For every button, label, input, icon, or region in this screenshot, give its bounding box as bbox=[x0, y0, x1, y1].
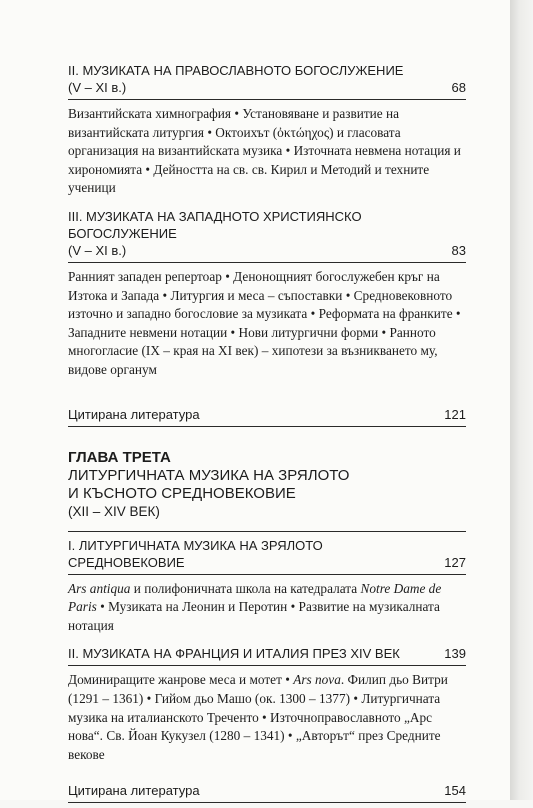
literature-label: Цитирана литература bbox=[68, 783, 200, 799]
divider bbox=[68, 574, 466, 575]
italic-term: Ars antiqua bbox=[68, 580, 131, 596]
entry-title-line2: (V – XI в.) bbox=[68, 80, 127, 95]
entry-page-number: 127 bbox=[444, 554, 466, 570]
italic-term: Ars nova bbox=[293, 672, 341, 688]
divider bbox=[68, 99, 466, 100]
chapter-heading bbox=[68, 449, 466, 521]
entry-description: Византийската химнография • Установяване и развитие на византийската литургия • Октоихът (ὀκτώηχος) и гласовата организация на византийската музика • Източната невмена нотация и хирономията • Дейността на св. св. Кирил и Методий и техните ученици bbox=[68, 106, 461, 196]
toc-entry-high-middle-ages[interactable] bbox=[68, 537, 466, 571]
chapter-years: (XII – XIV ВЕК) bbox=[68, 503, 160, 519]
entry-title: I. ЛИТУРГИЧНАТА МУЗИКА НА ЗРЯЛОТО СРЕДНОВЕКОВИЕ bbox=[68, 537, 323, 570]
entry-page-number: 83 bbox=[451, 242, 466, 258]
divider bbox=[68, 531, 466, 532]
body-text: . Филип дьо Витри (1291 – 1361) • Гийом дьо Машо (ок. 1300 – 1377) • Литургичната музика на италианското Треченто • Източноправославното „Арс нова“. Св. Йоан Кукузел (1280 – 1341) • „Авторът“ през Средните векове bbox=[68, 672, 448, 762]
body-text: и полифоничната школа на катедралата bbox=[130, 580, 361, 596]
literature-label: Цитирана литература bbox=[68, 406, 200, 422]
entry-page-number: 139 bbox=[444, 646, 466, 662]
entry-title-line1: II. МУЗИКАТА НА ПРАВОСЛАВНОТО БОГОСЛУЖЕНИЕ bbox=[68, 63, 404, 78]
toc-entry-western-title[interactable] bbox=[68, 208, 466, 259]
entry-page-number: 68 bbox=[451, 80, 466, 95]
divider bbox=[68, 262, 466, 263]
entry-description bbox=[68, 580, 466, 636]
literature-page: 154 bbox=[444, 783, 466, 799]
entry-title: II. МУЗИКАТА НА ФРАНЦИЯ И ИТАЛИЯ ПРЕЗ XIV ВЕК bbox=[68, 646, 400, 662]
entry-title-line1: III. МУЗИКАТА НА ЗАПАДНОТО ХРИСТИЯНСКО БОГОСЛУЖЕНИЕ bbox=[68, 208, 362, 241]
body-text: Доминиращите жанрове меса и мотет • bbox=[68, 672, 294, 688]
toc-entry-literature[interactable] bbox=[68, 782, 466, 799]
toc-entry-literature[interactable] bbox=[68, 406, 466, 423]
page-edge bbox=[510, 0, 533, 800]
toc-entry-orthodox-title[interactable] bbox=[68, 62, 466, 96]
divider bbox=[68, 802, 466, 803]
entry-description: Ранният западен репертоар • Денонощният богослужебен кръг на Изтока и Запада • Литургия и меса – съпоставки • Средновековното източно и западно богословие за музиката • Реформата на франките • Западните невмени нотации • Нови литургични форми • Ранното многогласие (IX – края на XI век) – хипотези за възникването му, видове органум bbox=[68, 268, 461, 377]
chapter-number: ГЛАВА ТРЕТА bbox=[68, 448, 171, 466]
entry-description bbox=[68, 671, 466, 764]
table-of-contents bbox=[68, 62, 466, 808]
chapter-title-line2: И КЪСНОТО СРЕДНОВЕКОВИЕ bbox=[68, 484, 296, 502]
literature-page: 121 bbox=[444, 406, 466, 422]
chapter-title-line1: ЛИТУРГИЧНАТА МУЗИКА НА ЗРЯЛОТО bbox=[68, 466, 350, 484]
italic-term: Notre Dame de Paris bbox=[68, 580, 442, 615]
divider bbox=[68, 665, 466, 666]
body-text: • Музиката на Леонин и Перотин • Развитие на музикалната нотация bbox=[68, 599, 440, 633]
entry-title-line2: (V – XI в.) bbox=[68, 242, 127, 258]
divider bbox=[68, 426, 466, 427]
toc-entry-france-italy[interactable] bbox=[68, 645, 466, 662]
